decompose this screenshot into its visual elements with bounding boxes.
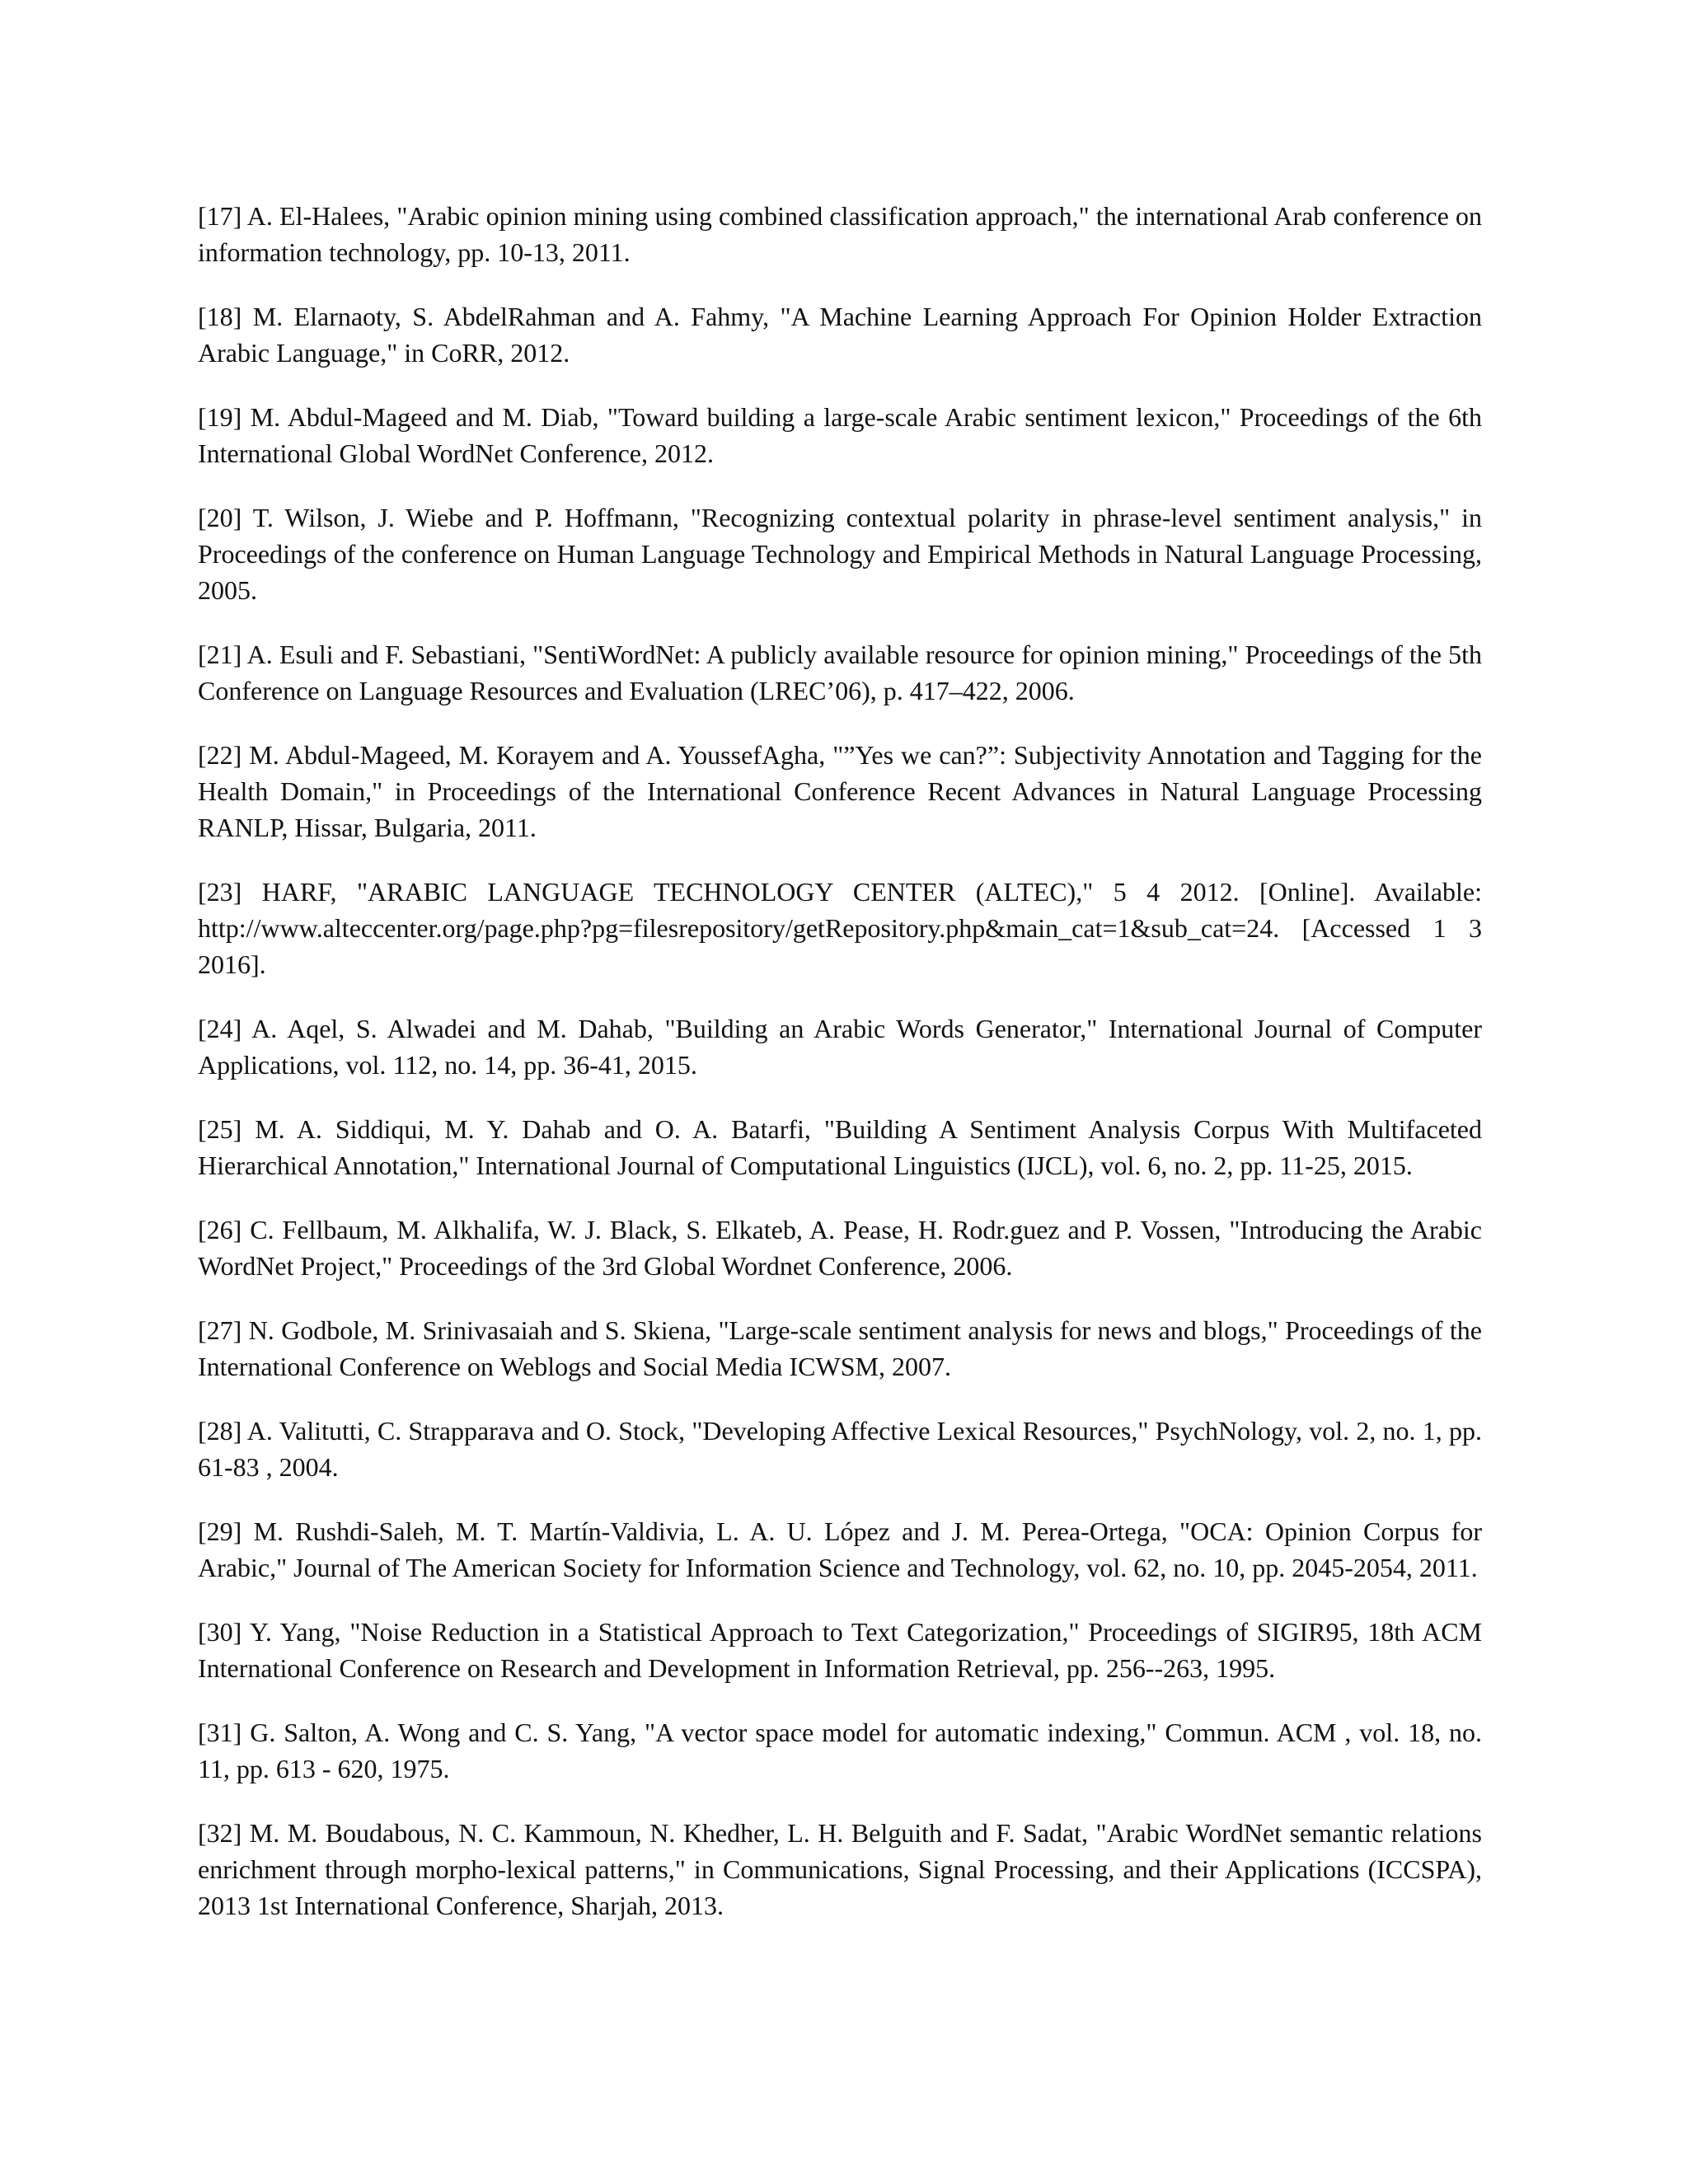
reference-32: [32] M. M. Boudabous, N. C. Kammoun, N. Khedher, L. H. Belguith and F. Sadat, "Arabic WordNet semantic relations enrichment through morpho-lexical patterns," in Communications, Signal Processing, and their Applications (ICCSPA), 2013 1st International Conference, Sharjah, 2013. bbox=[198, 1818, 1482, 1920]
reference-20: [20] T. Wilson, J. Wiebe and P. Hoffmann, "Recognizing contextual polarity in phrase-level sentiment analysis," in Proceedings of the conference on Human Language Technology and Empirical Methods in Natural Language Processing, 2005. bbox=[198, 503, 1482, 605]
reference-23: [23] HARF, "ARABIC LANGUAGE TECHNOLOGY CENTER (ALTEC)," 5 4 2012. [Online]. Available: http://www.alteccenter.org/page.php?pg=filesrepository/getRepository.php&main_cat=1&sub_cat=24. [Accessed 1 3 2016]. bbox=[198, 877, 1482, 979]
reference-30: [30] Y. Yang, "Noise Reduction in a Statistical Approach to Text Categorization," Proceedings of SIGIR95, 18th ACM International Conference on Research and Development in Information Retrieval, pp. 256--263, 1995. bbox=[198, 1617, 1482, 1683]
reference-24: [24] A. Aqel, S. Alwadei and M. Dahab, "Building an Arabic Words Generator," International Journal of Computer Applications, vol. 112, no. 14, pp. 36-41, 2015. bbox=[198, 1014, 1482, 1080]
reference-22: [22] M. Abdul-Mageed, M. Korayem and A. YoussefAgha, "”Yes we can?”: Subjectivity Annotation and Tagging for the Health Domain," in Proceedings of the International Conference Recent Advances in Natural Language Processing RANLP, Hissar, Bulgaria, 2011. bbox=[198, 740, 1482, 842]
references-list bbox=[198, 198, 1482, 1952]
reference-27: [27] N. Godbole, M. Srinivasaiah and S. Skiena, "Large-scale sentiment analysis for news and blogs," Proceedings of the International Conference on Weblogs and Social Media ICWSM, 2007. bbox=[198, 1315, 1482, 1381]
reference-26: [26] C. Fellbaum, M. Alkhalifa, W. J. Black, S. Elkateb, A. Pease, H. Rodr.guez and P. Vossen, "Introducing the Arabic WordNet Project," Proceedings of the 3rd Global Wordnet Conference, 2006. bbox=[198, 1215, 1482, 1281]
reference-31: [31] G. Salton, A. Wong and C. S. Yang, "A vector space model for automatic indexing," Commun. ACM , vol. 18, no. 11, pp. 613 - 620, 1975. bbox=[198, 1718, 1482, 1783]
reference-21: [21] A. Esuli and F. Sebastiani, "SentiWordNet: A publicly available resource for opinion mining," Proceedings of the 5th Conference on Language Resources and Evaluation (LREC’06), p. 417–422, 2006. bbox=[198, 640, 1482, 705]
reference-28: [28] A. Valitutti, C. Strapparava and O. Stock, "Developing Affective Lexical Resources," PsychNology, vol. 2, no. 1, pp. 61-83 , 2004. bbox=[198, 1416, 1482, 1482]
reference-18: [18] M. Elarnaoty, S. AbdelRahman and A. Fahmy, "A Machine Learning Approach For Opinion Holder Extraction Arabic Language," in CoRR, 2012. bbox=[198, 302, 1482, 368]
reference-19: [19] M. Abdul-Mageed and M. Diab, "Toward building a large-scale Arabic sentiment lexicon," Proceedings of the 6th International Global WordNet Conference, 2012. bbox=[198, 402, 1482, 468]
reference-29: [29] M. Rushdi-Saleh, M. T. Martín-Valdivia, L. A. U. López and J. M. Perea-Ortega, "OCA: Opinion Corpus for Arabic," Journal of The American Society for Information Science and Technology, vol. 62, no. 10, pp. 2045-2054, 2011. bbox=[198, 1516, 1482, 1582]
reference-17: [17] A. El-Halees, "Arabic opinion mining using combined classification approach," the international Arab conference on information technology, pp. 10-13, 2011. bbox=[198, 201, 1482, 267]
reference-25: [25] M. A. Siddiqui, M. Y. Dahab and O. A. Batarfi, "Building A Sentiment Analysis Corpus With Multifaceted Hierarchical Annotation," International Journal of Computational Linguistics (IJCL), vol. 6, no. 2, pp. 11-25, 2015. bbox=[198, 1114, 1482, 1180]
